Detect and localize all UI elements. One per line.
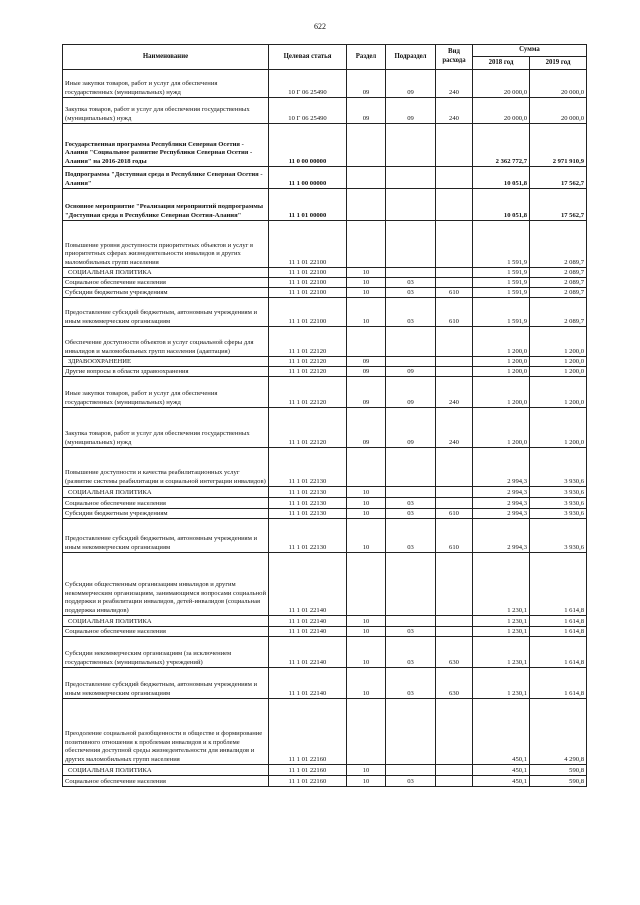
row-subsection-cell (386, 553, 436, 616)
table-body (63, 70, 587, 787)
row-subsection-cell: 03 (386, 498, 436, 509)
row-sum-2019-cell: 20 000,0 (530, 70, 587, 98)
row-section-cell (347, 699, 386, 765)
row-target-cell: 11 1 01 00000 (269, 189, 347, 221)
table-row (63, 553, 587, 616)
row-target-cell: 11 1 01 22100 (269, 278, 347, 288)
table-row (63, 98, 587, 124)
table-row (63, 498, 587, 509)
row-expense-type-cell (436, 189, 473, 221)
row-section-cell: 10 (347, 519, 386, 553)
row-sum-2019-cell: 1 200,0 (530, 377, 587, 408)
row-subsection-cell: 03 (386, 278, 436, 288)
row-sum-2019-cell: 590,8 (530, 765, 587, 776)
header-target: Целевая статья (269, 45, 347, 70)
row-sum-2018-cell: 1 230,1 (473, 553, 530, 616)
row-subsection-cell (386, 221, 436, 268)
table-row (63, 288, 587, 298)
table-row (63, 668, 587, 699)
header-sum: Сумма (473, 45, 587, 57)
row-sum-2018-cell: 1 200,0 (473, 408, 530, 448)
row-expense-type-cell: 610 (436, 509, 473, 519)
row-expense-type-cell: 240 (436, 70, 473, 98)
row-subsection-cell: 09 (386, 70, 436, 98)
row-name-cell: Обеспечение доступности объектов и услуг социальной сферы для инвалидов и маломобильных групп населения (адаптация) (63, 327, 269, 357)
row-name-cell: Иные закупки товаров, работ и услуг для обеспечения государственных (муниципальных) нужд (63, 70, 269, 98)
row-section-cell: 09 (347, 70, 386, 98)
row-sum-2019-cell: 3 930,6 (530, 487, 587, 498)
table-row (63, 627, 587, 637)
row-subsection-cell (386, 167, 436, 189)
row-name-cell: СОЦИАЛЬНАЯ ПОЛИТИКА (63, 268, 269, 278)
row-section-cell: 10 (347, 487, 386, 498)
table-row (63, 124, 587, 167)
row-section-cell (347, 189, 386, 221)
row-sum-2019-cell: 2 089,7 (530, 278, 587, 288)
row-target-cell: 11 1 01 22140 (269, 553, 347, 616)
row-target-cell: 11 1 01 22120 (269, 367, 347, 377)
row-section-cell (347, 448, 386, 487)
row-expense-type-cell (436, 448, 473, 487)
row-expense-type-cell (436, 357, 473, 367)
row-name-cell: Предоставление субсидий бюджетным, автономным учреждениям и иным некоммерческим организациям (63, 519, 269, 553)
row-section-cell: 10 (347, 498, 386, 509)
row-target-cell: 11 1 01 22100 (269, 221, 347, 268)
row-target-cell: 10 Г 06 25490 (269, 70, 347, 98)
row-expense-type-cell (436, 699, 473, 765)
row-sum-2019-cell: 1 614,8 (530, 668, 587, 699)
table-row (63, 487, 587, 498)
row-sum-2019-cell: 2 089,7 (530, 298, 587, 327)
row-section-cell: 09 (347, 408, 386, 448)
row-target-cell: 11 0 00 00000 (269, 124, 347, 167)
row-expense-type-cell: 240 (436, 377, 473, 408)
row-name-cell: Социальное обеспечение населения (63, 776, 269, 787)
row-name-cell: Повышение доступности и качества реабилитационных услуг (развитие системы реабилитации и социальной интеграции инвалидов) (63, 448, 269, 487)
row-sum-2019-cell: 1 200,0 (530, 408, 587, 448)
row-sum-2018-cell: 2 362 772,7 (473, 124, 530, 167)
row-expense-type-cell (436, 167, 473, 189)
row-name-cell: Социальное обеспечение населения (63, 278, 269, 288)
table-row (63, 765, 587, 776)
row-sum-2019-cell: 3 930,6 (530, 498, 587, 509)
table-row (63, 699, 587, 765)
row-target-cell: 11 1 01 22140 (269, 637, 347, 668)
row-expense-type-cell: 610 (436, 519, 473, 553)
row-sum-2018-cell: 2 994,3 (473, 498, 530, 509)
row-name-cell: Социальное обеспечение населения (63, 498, 269, 509)
header-year-2018: 2018 год (473, 57, 530, 70)
row-name-cell: Субсидии бюджетным учреждениям (63, 509, 269, 519)
row-name-cell: Государственная программа Республики Северная Осетия - Алания "Социальное развитие Республики Северная Осетия - Алания" на 2016-2018 годы (63, 124, 269, 167)
row-subsection-cell: 03 (386, 627, 436, 637)
row-target-cell: 11 1 01 22120 (269, 357, 347, 367)
row-sum-2019-cell: 2 089,7 (530, 268, 587, 278)
row-subsection-cell (386, 487, 436, 498)
row-name-cell: СОЦИАЛЬНАЯ ПОЛИТИКА (63, 487, 269, 498)
table-row (63, 637, 587, 668)
row-sum-2018-cell: 1 200,0 (473, 327, 530, 357)
row-subsection-cell: 09 (386, 408, 436, 448)
table-row (63, 327, 587, 357)
row-expense-type-cell (436, 124, 473, 167)
row-sum-2019-cell: 1 200,0 (530, 327, 587, 357)
row-sum-2019-cell: 2 971 910,9 (530, 124, 587, 167)
row-subsection-cell (386, 357, 436, 367)
row-sum-2019-cell: 1 200,0 (530, 357, 587, 367)
row-sum-2019-cell: 590,8 (530, 776, 587, 787)
row-expense-type-cell (436, 221, 473, 268)
row-subsection-cell: 03 (386, 298, 436, 327)
row-name-cell: Подпрограмма "Доступная среда в Республике Северная Осетия - Алания" (63, 167, 269, 189)
row-target-cell: 11 1 01 22140 (269, 627, 347, 637)
row-section-cell: 10 (347, 668, 386, 699)
header-section: Раздел (347, 45, 386, 70)
row-subsection-cell (386, 189, 436, 221)
row-subsection-cell: 03 (386, 776, 436, 787)
row-subsection-cell (386, 268, 436, 278)
row-sum-2019-cell: 3 930,6 (530, 509, 587, 519)
row-name-cell: Закупка товаров, работ и услуг для обеспечения государственных (муниципальных) нужд (63, 98, 269, 124)
row-target-cell: 11 1 01 22130 (269, 519, 347, 553)
row-name-cell: Субсидии общественным организациям инвалидов и другим некоммерческим организациям, занимающимся вопросами социальной поддержки и реабилитации инвалидов, детей-инвалидов (социальная поддержка инвалидов) (63, 553, 269, 616)
row-expense-type-cell (436, 487, 473, 498)
row-sum-2018-cell: 1 200,0 (473, 357, 530, 367)
row-name-cell: Предоставление субсидий бюджетным, автономным учреждениям и иным некоммерческим организациям (63, 668, 269, 699)
row-target-cell: 11 1 01 22160 (269, 765, 347, 776)
row-sum-2018-cell: 1 230,1 (473, 627, 530, 637)
row-section-cell: 09 (347, 98, 386, 124)
row-sum-2019-cell: 20 000,0 (530, 98, 587, 124)
row-name-cell: Повышение уровня доступности приоритетных объектов и услуг в приоритетных сферах жизнедеятельности инвалидов и других маломобильных групп населения (63, 221, 269, 268)
row-section-cell: 10 (347, 637, 386, 668)
table-row (63, 167, 587, 189)
row-expense-type-cell (436, 327, 473, 357)
row-subsection-cell: 09 (386, 377, 436, 408)
row-section-cell: 10 (347, 616, 386, 627)
row-subsection-cell (386, 699, 436, 765)
row-target-cell: 11 1 01 22130 (269, 509, 347, 519)
row-subsection-cell: 03 (386, 668, 436, 699)
row-sum-2018-cell: 1 591,9 (473, 298, 530, 327)
row-sum-2019-cell: 1 614,8 (530, 637, 587, 668)
row-sum-2018-cell: 1 200,0 (473, 367, 530, 377)
table-row (63, 357, 587, 367)
row-sum-2019-cell: 2 089,7 (530, 221, 587, 268)
row-expense-type-cell (436, 268, 473, 278)
row-sum-2019-cell: 1 200,0 (530, 367, 587, 377)
row-sum-2018-cell: 2 994,3 (473, 448, 530, 487)
table-row (63, 298, 587, 327)
table-row (63, 278, 587, 288)
header-year-2019: 2019 год (530, 57, 587, 70)
row-section-cell: 10 (347, 627, 386, 637)
budget-table (62, 44, 587, 787)
row-sum-2019-cell: 1 614,8 (530, 627, 587, 637)
row-section-cell: 10 (347, 776, 386, 787)
header-subsection: Подраздел (386, 45, 436, 70)
row-sum-2018-cell: 2 994,3 (473, 487, 530, 498)
row-sum-2018-cell: 1 591,9 (473, 278, 530, 288)
row-name-cell: Субсидии бюджетным учреждениям (63, 288, 269, 298)
row-expense-type-cell: 630 (436, 637, 473, 668)
table-row (63, 509, 587, 519)
row-sum-2019-cell: 1 614,8 (530, 553, 587, 616)
row-subsection-cell (386, 765, 436, 776)
row-name-cell: Субсидии некоммерческим организациям (за исключением государственных (муниципальных) учреждений) (63, 637, 269, 668)
row-name-cell: Закупка товаров, работ и услуг для обеспечения государственных (муниципальных) нужд (63, 408, 269, 448)
row-expense-type-cell: 610 (436, 288, 473, 298)
row-sum-2018-cell: 450,1 (473, 765, 530, 776)
row-expense-type-cell (436, 776, 473, 787)
row-sum-2018-cell: 10 051,8 (473, 167, 530, 189)
row-sum-2018-cell: 2 994,3 (473, 509, 530, 519)
row-subsection-cell: 03 (386, 519, 436, 553)
table-row (63, 377, 587, 408)
row-sum-2018-cell: 450,1 (473, 776, 530, 787)
row-sum-2018-cell: 1 591,9 (473, 268, 530, 278)
table-row (63, 448, 587, 487)
row-sum-2019-cell: 3 930,6 (530, 448, 587, 487)
row-target-cell: 11 1 01 22140 (269, 668, 347, 699)
row-name-cell: СОЦИАЛЬНАЯ ПОЛИТИКА (63, 765, 269, 776)
row-section-cell (347, 167, 386, 189)
row-section-cell: 10 (347, 278, 386, 288)
row-sum-2018-cell: 1 230,1 (473, 668, 530, 699)
row-sum-2019-cell: 4 290,8 (530, 699, 587, 765)
row-section-cell: 10 (347, 298, 386, 327)
row-target-cell: 11 1 01 22100 (269, 268, 347, 278)
header-name: Наименование (63, 45, 269, 70)
row-sum-2018-cell: 1 591,9 (473, 288, 530, 298)
row-subsection-cell: 09 (386, 98, 436, 124)
row-subsection-cell (386, 616, 436, 627)
row-expense-type-cell (436, 278, 473, 288)
page-number: 622 (314, 22, 326, 31)
row-expense-type-cell (436, 498, 473, 509)
row-subsection-cell: 09 (386, 367, 436, 377)
row-section-cell (347, 553, 386, 616)
row-sum-2018-cell: 20 000,0 (473, 98, 530, 124)
row-sum-2018-cell: 1 591,9 (473, 221, 530, 268)
row-sum-2018-cell: 1 200,0 (473, 377, 530, 408)
row-sum-2019-cell: 17 562,7 (530, 167, 587, 189)
row-subsection-cell: 03 (386, 637, 436, 668)
row-expense-type-cell (436, 765, 473, 776)
row-sum-2018-cell: 10 051,8 (473, 189, 530, 221)
row-expense-type-cell (436, 627, 473, 637)
row-section-cell: 10 (347, 765, 386, 776)
row-sum-2019-cell: 3 930,6 (530, 519, 587, 553)
row-target-cell: 11 1 01 22120 (269, 377, 347, 408)
row-expense-type-cell: 610 (436, 298, 473, 327)
row-expense-type-cell (436, 553, 473, 616)
row-target-cell: 11 1 01 22160 (269, 699, 347, 765)
row-section-cell (347, 221, 386, 268)
row-section-cell: 09 (347, 367, 386, 377)
row-expense-type-cell: 240 (436, 98, 473, 124)
row-sum-2018-cell: 1 230,1 (473, 637, 530, 668)
row-target-cell: 11 1 01 22130 (269, 448, 347, 487)
row-target-cell: 11 1 01 22130 (269, 487, 347, 498)
row-target-cell: 11 1 01 22100 (269, 288, 347, 298)
row-expense-type-cell (436, 367, 473, 377)
row-subsection-cell: 03 (386, 288, 436, 298)
row-sum-2019-cell: 1 614,8 (530, 616, 587, 627)
row-name-cell: Другие вопросы в области здравоохранения (63, 367, 269, 377)
table-row (63, 408, 587, 448)
table-row (63, 519, 587, 553)
row-sum-2019-cell: 17 562,7 (530, 189, 587, 221)
table-header (63, 45, 587, 70)
row-name-cell: СОЦИАЛЬНАЯ ПОЛИТИКА (63, 616, 269, 627)
row-name-cell: Социальное обеспечение населения (63, 627, 269, 637)
row-subsection-cell (386, 448, 436, 487)
row-expense-type-cell (436, 616, 473, 627)
row-target-cell: 11 1 01 22120 (269, 327, 347, 357)
row-subsection-cell (386, 327, 436, 357)
row-section-cell (347, 124, 386, 167)
row-subsection-cell: 03 (386, 509, 436, 519)
row-section-cell: 10 (347, 268, 386, 278)
row-target-cell: 11 1 01 22140 (269, 616, 347, 627)
row-section-cell: 09 (347, 357, 386, 367)
row-name-cell: ЗДРАВООХРАНЕНИЕ (63, 357, 269, 367)
row-section-cell: 10 (347, 509, 386, 519)
row-sum-2018-cell: 20 000,0 (473, 70, 530, 98)
table-row (63, 776, 587, 787)
row-sum-2018-cell: 1 230,1 (473, 616, 530, 627)
row-name-cell: Преодоление социальной разобщенности в обществе и формирование позитивного отношения к проблемам инвалидов и к проблеме обеспечения доступной среды жизнедеятельности для инвалидов и других маломобильных групп населения (63, 699, 269, 765)
table-row (63, 221, 587, 268)
table-row (63, 367, 587, 377)
row-section-cell (347, 327, 386, 357)
row-name-cell: Иные закупки товаров, работ и услуг для обеспечения государственных (муниципальных) нужд (63, 377, 269, 408)
table-row (63, 189, 587, 221)
row-target-cell: 11 1 00 00000 (269, 167, 347, 189)
table-row (63, 70, 587, 98)
row-target-cell: 10 Г 06 25490 (269, 98, 347, 124)
row-section-cell: 09 (347, 377, 386, 408)
header-expense-type: Вид расхода (436, 45, 473, 70)
table-row (63, 268, 587, 278)
row-sum-2019-cell: 2 089,7 (530, 288, 587, 298)
row-sum-2018-cell: 2 994,3 (473, 519, 530, 553)
row-target-cell: 11 1 01 22130 (269, 498, 347, 509)
row-name-cell: Предоставление субсидий бюджетным, автономным учреждениям и иным некоммерческим организациям (63, 298, 269, 327)
row-subsection-cell (386, 124, 436, 167)
row-expense-type-cell: 240 (436, 408, 473, 448)
row-sum-2018-cell: 450,1 (473, 699, 530, 765)
row-target-cell: 11 1 01 22120 (269, 408, 347, 448)
row-expense-type-cell: 630 (436, 668, 473, 699)
row-target-cell: 11 1 01 22100 (269, 298, 347, 327)
table-row (63, 616, 587, 627)
row-target-cell: 11 1 01 22160 (269, 776, 347, 787)
row-section-cell: 10 (347, 288, 386, 298)
row-name-cell: Основное мероприятие "Реализация мероприятий подпрограммы "Доступная среда в Республике Северная Осетия-Алания" (63, 189, 269, 221)
